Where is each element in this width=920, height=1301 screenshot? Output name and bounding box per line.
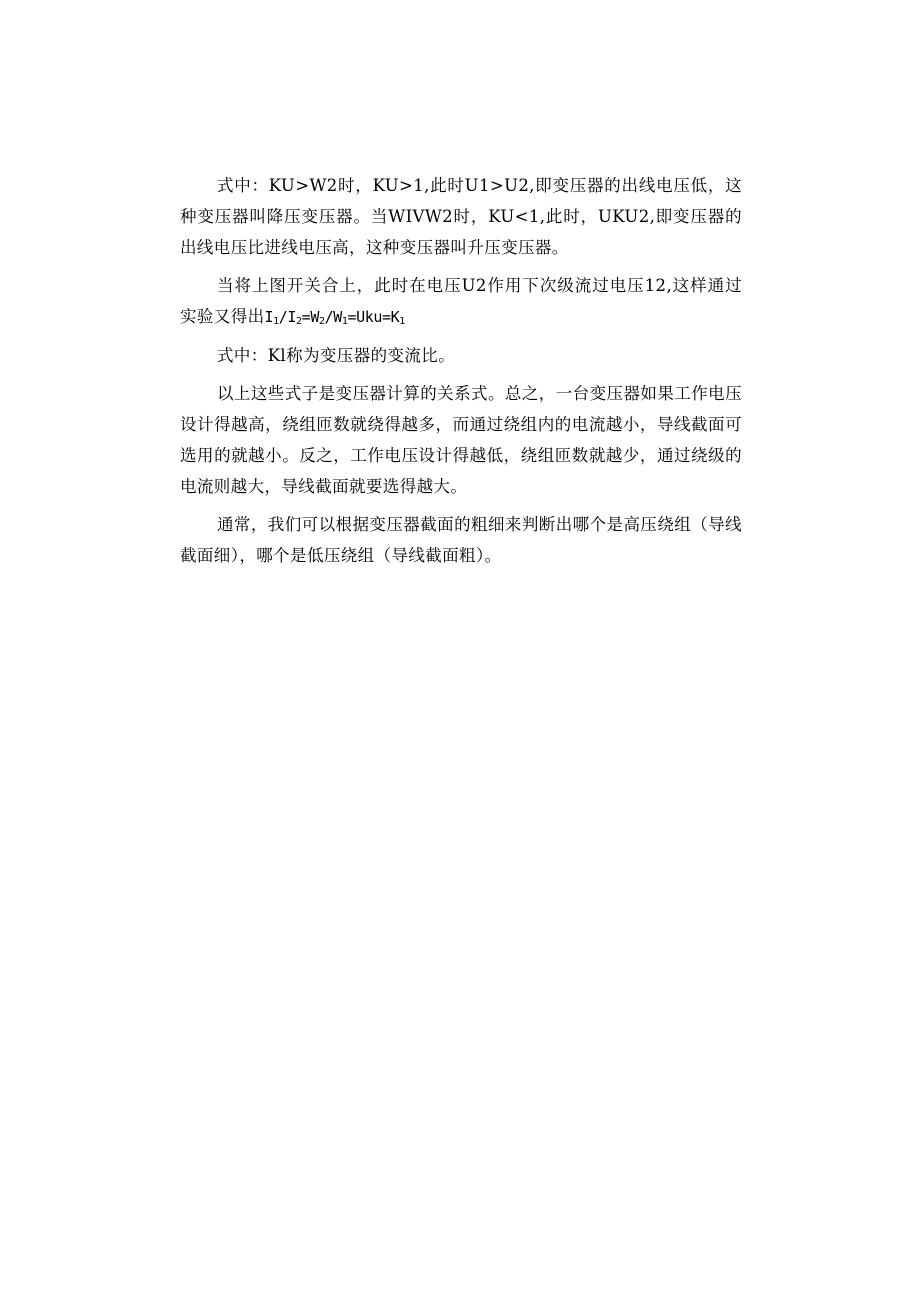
paragraph-current-experiment: [180, 270, 742, 333]
paragraph-voltage-ratio: 式中：KU>W2时，KU>1,此时U1>U2,即变压器的出线电压低，这种变压器叫降压变压器。当WIVW2时，KU<1,此时，UKU2,即变压器的出线电压比进线电压高，这种变压器叫升压变压器。: [180, 176, 742, 257]
current-ratio-formula: $I_1/I_2=W_2/W_1=Uku=K_1$: [264, 308, 405, 327]
document-body: [180, 170, 742, 578]
paragraph-summary: 以上这些式子是变压器计算的关系式。总之，一台变压器如果工作电压设计得越高，绕组匝数就绕得越多，而通过绕组内的电流越小，导线截面可选用的就越小。反之，工作电压设计得越低，绕组匝数就越少，通过绕级的电流则越大，导线截面就要选得越大。: [180, 384, 742, 496]
paragraph-current-experiment-text: 当将上图开关合上，此时在电压U2作用下次级流过电压12,这样通过实验又得出: [180, 276, 742, 326]
paragraph-winding-identification: 通常，我们可以根据变压器截面的粗细来判断出哪个是高压绕组（导线截面细），哪个是低压绕组（导线截面粗）。: [180, 515, 742, 565]
paragraph-current-ratio-definition: 式中：Kl称为变压器的变流比。: [217, 346, 456, 365]
